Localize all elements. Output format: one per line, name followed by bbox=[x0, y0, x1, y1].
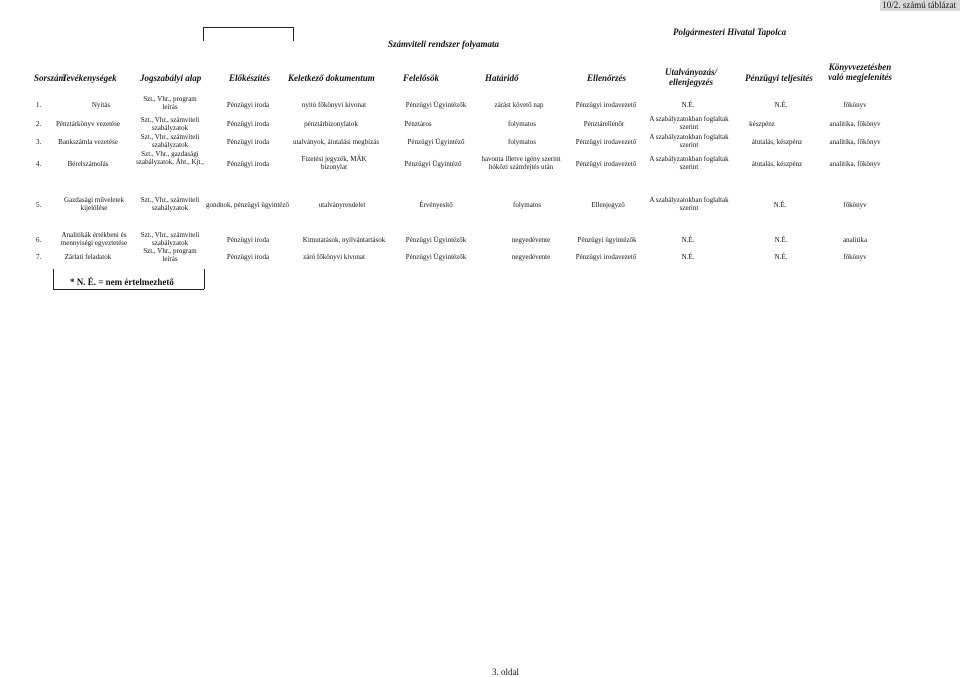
row-7-prep: Pénzügyi iroda bbox=[226, 253, 270, 261]
row-6-control: Pénzügyi ügyintézők bbox=[577, 236, 637, 244]
divider bbox=[203, 27, 204, 41]
row-4-deadline: havonta illetve igény szerint hóközi számfejtés után bbox=[481, 155, 561, 172]
row-1-law: Szt., Vhr., program leírás bbox=[143, 95, 197, 112]
row-1-approval: N.É. bbox=[681, 101, 695, 109]
header-penzugyi: Pénzügyi teljesítés bbox=[745, 73, 813, 83]
row-3-activity: Bankszámla vezetése bbox=[58, 138, 118, 146]
row-2-law: Szt., Vhr., számviteli szabályzatok bbox=[140, 116, 200, 133]
row-3-control: Pénzügyi irodavezető bbox=[575, 138, 637, 146]
row-5-deadline: folymatos bbox=[513, 201, 541, 209]
row-4-payment: átutalás, készpénz bbox=[751, 160, 803, 168]
row-7-activity: Zárlati feladatok bbox=[64, 253, 112, 261]
row-6-payment: N.É. bbox=[774, 236, 788, 244]
row-5-payment: N.É. bbox=[773, 201, 787, 209]
header-ellenorzes: Ellenőrzés bbox=[587, 73, 627, 83]
row-1-books: főkönyv bbox=[843, 101, 867, 109]
header-tevekenysegek: Tevékenységek bbox=[62, 73, 117, 83]
row-5-control: Ellenjegyző bbox=[591, 201, 625, 209]
row-4-doc: Fizetési jegyzék, MÁK bizonylat bbox=[301, 155, 367, 172]
row-7-resp: Pénzügyi Ügyintézők bbox=[405, 253, 467, 261]
row-2-doc: pénztárbizonylatok bbox=[304, 120, 358, 128]
row-7-deadline: negyedévente bbox=[511, 253, 551, 261]
page-title: Számviteli rendszer folyamata bbox=[388, 39, 499, 49]
header-sorszam: Sorszám bbox=[34, 73, 66, 83]
header-hatarido: Határidő bbox=[485, 73, 519, 83]
row-5-resp: Érvényesítő bbox=[419, 201, 453, 209]
row-2-num: 2. bbox=[36, 120, 42, 128]
row-3-payment: átutalás, készpénz bbox=[751, 138, 803, 146]
row-2-books: analitika, főkönyv bbox=[829, 120, 881, 128]
row-6-doc: Kimutatások, nyilvántartások bbox=[302, 236, 386, 244]
org-name: Polgármesteri Hivatal Tapolca bbox=[673, 27, 787, 37]
row-2-approval: A szabályzatokban foglaltak szerint bbox=[649, 115, 729, 132]
row-1-payment: N.É. bbox=[774, 101, 788, 109]
row-6-deadline: negyedévente bbox=[511, 236, 551, 244]
row-6-activity: Analitikák értékbeni és mennyiségi egyeztetése bbox=[60, 231, 128, 248]
row-7-books: főkönyv bbox=[843, 253, 867, 261]
row-2-deadline: folymatos bbox=[508, 120, 536, 128]
divider bbox=[203, 27, 293, 28]
row-4-prep: Pénzügyi iroda bbox=[226, 160, 270, 168]
header-utalvanyozas: Utalványozás/ ellenjegyzés bbox=[664, 67, 717, 88]
row-7-doc: záró főkönyvi kivonat bbox=[303, 253, 365, 261]
row-1-activity: Nyitás bbox=[91, 101, 111, 109]
row-5-activity: Gazdasági műveletek kijelölése bbox=[63, 196, 125, 213]
header-konyvvezetes: Könyvvezetésben való megjelenítés bbox=[828, 62, 892, 83]
footnote: * N. É. = nem értelmezhető bbox=[70, 277, 174, 287]
page-label: 10/2. számú táblázat bbox=[882, 0, 956, 10]
row-3-doc: utalványok, átutalási megbízás bbox=[292, 138, 380, 146]
row-5-books: főkönyv bbox=[843, 201, 867, 209]
row-3-law: Szt., Vhr., számviteli szabályzatok bbox=[140, 133, 200, 150]
row-3-deadline: folymatos bbox=[508, 138, 536, 146]
row-4-approval: A szabályzatokban foglaltak szerint bbox=[649, 155, 729, 172]
row-5-approval: A szabályzatokban foglaltak szerint bbox=[649, 196, 729, 213]
row-3-books: analitika, főkönyv bbox=[829, 138, 881, 146]
row-4-resp: Pénzügyi Ügyintéző bbox=[404, 160, 462, 168]
row-7-control: Pénzügyi irodavezető bbox=[575, 253, 637, 261]
row-6-approval: N.É. bbox=[681, 236, 695, 244]
row-1-prep: Pénzügyi iroda bbox=[226, 101, 270, 109]
row-5-law: Szt., Vhr., számviteli szabályzatok bbox=[140, 196, 200, 213]
row-7-law: Szt., Vhr., program leírás bbox=[143, 247, 197, 264]
row-4-law: Szt., Vhr., gazdasági szabályzatok, Áht., Kjt., bbox=[136, 150, 204, 167]
row-1-control: Pénzügyi irodavezető bbox=[575, 101, 637, 109]
note-box-right bbox=[204, 269, 205, 289]
row-6-resp: Pénzügyi Ügyintézők bbox=[405, 236, 467, 244]
row-3-prep: Pénzügyi iroda bbox=[226, 138, 270, 146]
row-1-num: 1. bbox=[36, 101, 42, 109]
row-5-num: 5. bbox=[36, 201, 42, 209]
row-2-activity: Pénztárkönyv vezetése bbox=[56, 120, 120, 128]
row-4-control: Pénzügyi irodavezető bbox=[575, 160, 637, 168]
header-elokeszites: Előkészítés bbox=[229, 73, 271, 83]
row-6-law: Szt., Vhr., számviteli szabályzatok bbox=[140, 231, 200, 248]
header-keletkezo: Keletkező dokumentum bbox=[288, 73, 375, 83]
note-box-bottom bbox=[53, 289, 204, 290]
row-7-approval: N.É. bbox=[681, 253, 695, 261]
header-jogszabalyi: Jogszabályi alap bbox=[140, 73, 202, 83]
row-3-resp: Pénzügyi Ügyintéző bbox=[407, 138, 465, 146]
row-4-books: analitika, főkönyv bbox=[829, 160, 881, 168]
row-1-doc: nyitó főkönyvi kivonat bbox=[301, 101, 367, 109]
row-6-prep: Pénzügyi iroda bbox=[226, 236, 270, 244]
row-1-resp: Pénzügyi Ügyintézők bbox=[405, 101, 467, 109]
row-3-num: 3. bbox=[36, 138, 42, 146]
page-number: 3. oldal bbox=[492, 667, 519, 677]
row-1-deadline: zárást követő nap bbox=[494, 101, 544, 109]
row-2-control: Pénztárellenőr bbox=[583, 120, 625, 128]
row-2-prep: Pénzügyi iroda bbox=[226, 120, 270, 128]
row-6-num: 6. bbox=[36, 236, 42, 244]
row-6-books: analitika bbox=[842, 236, 868, 244]
row-2-resp: Pénztáros bbox=[404, 120, 432, 128]
note-box-left bbox=[53, 269, 54, 289]
row-5-doc: utalványrendelet bbox=[318, 201, 366, 209]
row-3-approval: A szabályzatokban foglaltak szerint bbox=[649, 133, 729, 150]
divider bbox=[293, 27, 294, 41]
row-2-payment: készpénz bbox=[749, 120, 775, 128]
header-felelosok: Felelősök bbox=[403, 73, 439, 83]
row-7-num: 7. bbox=[36, 253, 42, 261]
row-7-payment: N.É. bbox=[774, 253, 788, 261]
row-4-activity: Bérelszámolás bbox=[67, 160, 109, 168]
row-4-num: 4. bbox=[36, 160, 42, 168]
row-5-prep: gondnok, pénzügyi ügyintéző bbox=[206, 201, 290, 209]
